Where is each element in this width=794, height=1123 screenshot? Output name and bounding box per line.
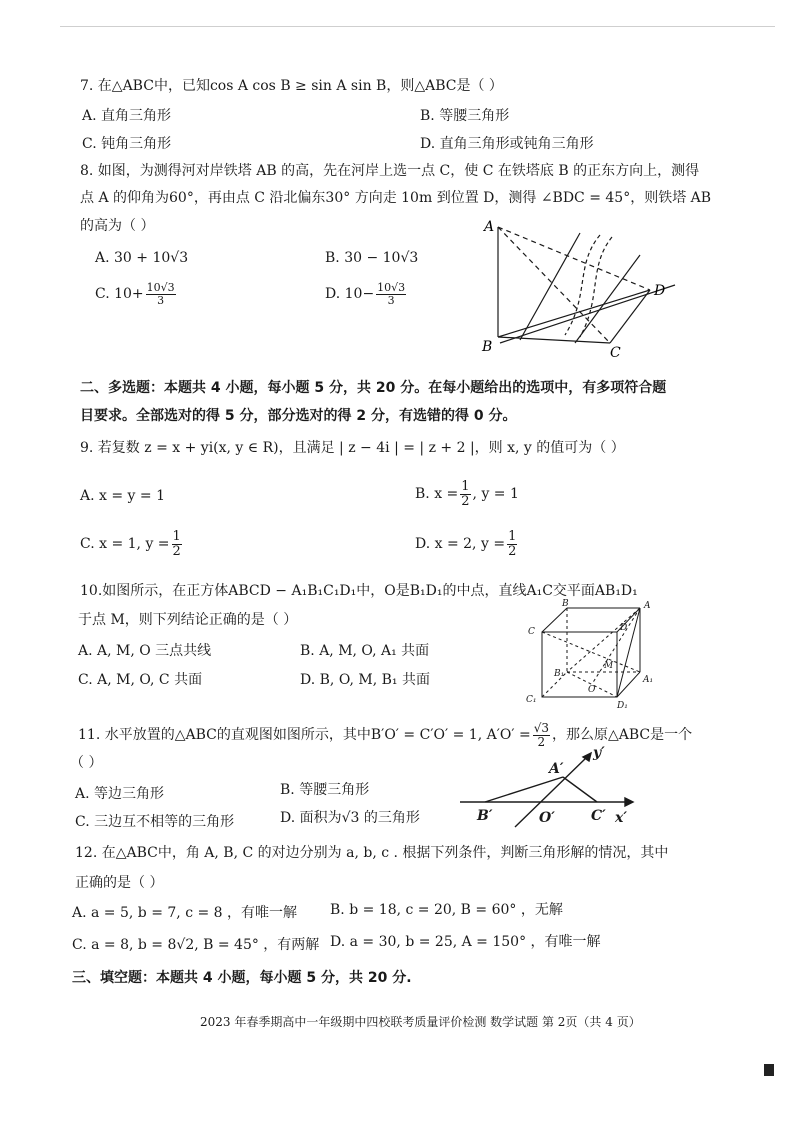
q9-option-b-suffix: , y = 1	[472, 486, 519, 503]
q8-tower-figure	[480, 215, 680, 360]
x-axis-arrow	[625, 798, 633, 806]
fraction-numerator: 1	[461, 479, 470, 494]
figure-label-c: C	[610, 345, 621, 361]
cube-label-d: D	[620, 623, 628, 633]
q12-option-c: C. a = 8, b = 8√2, B = 45° ，有两解	[72, 937, 320, 953]
q10-line-1: 10.如图所示，在正方体ABCD − A₁B₁C₁D₁中，O是B₁D₁的中点，直线A₁C交平面AB₁D₁	[80, 583, 638, 599]
cube-label-a1: A₁	[643, 675, 654, 685]
q8-option-d-prefix: D. 10−	[325, 286, 375, 303]
section-2-heading-line-2: 目要求。全部选对的得 5 分，部分选对的得 2 分，有选错的得 0 分。	[80, 408, 517, 424]
q9-option-d-fraction	[507, 530, 517, 558]
q8-line-2: 点 A 的仰角为60°，再由点 C 沿北偏东30° 方向走 10m 到位置 D，测得 ∠BDC = 45°，则铁塔 AB	[80, 190, 712, 206]
q9-option-d	[415, 530, 519, 558]
cube-label-a: A	[644, 601, 651, 611]
fraction-denominator: 3	[387, 293, 395, 307]
line-cd	[610, 290, 650, 343]
q8-option-c-prefix: C. 10+	[95, 286, 144, 303]
q9-option-c-prefix: C. x = 1, y =	[80, 536, 170, 553]
fraction-denominator: 2	[172, 543, 181, 559]
q9-option-d-prefix: D. x = 2, y =	[415, 536, 506, 553]
figure-label-a: A	[484, 219, 495, 235]
sightline-ad	[498, 227, 650, 290]
fraction-numerator: 10√3	[377, 281, 406, 294]
scan-top-edge	[60, 26, 775, 27]
fraction-denominator: 2	[508, 543, 517, 559]
figure-label-b: B	[482, 339, 493, 355]
scan-corner-mark	[764, 1064, 774, 1076]
cube-label-d1: D₁	[617, 701, 628, 711]
cube-label-m: M	[604, 661, 614, 671]
q8-option-b: B. 30 − 10√3	[325, 250, 419, 266]
q11-stem-suffix: ，那么原△ABC是一个	[552, 727, 693, 744]
q7-option-a: A. 直角三角形	[82, 108, 172, 124]
line-bd	[498, 290, 650, 337]
page-footer: 2023 年春季期高中一年级期中四校联考质量评价检测 数学试题 第 2页（共 4 页）	[200, 1015, 641, 1029]
fraction-numerator: 1	[172, 529, 181, 544]
figure-label-c-prime: C′	[591, 808, 606, 824]
fraction-denominator: 3	[157, 293, 165, 307]
q11-line-2: （ ）	[70, 755, 103, 771]
figure-label-y-prime: y′	[593, 745, 605, 761]
q9-option-b-fraction	[460, 480, 470, 508]
q8-option-c	[95, 282, 178, 306]
q12-option-a: A. a = 5, b = 7, c = 8 ，有唯一解	[72, 905, 298, 921]
q9-stem: 9. 若复数 z = x + yi(x, y ∈ R)，且满足 | z − 4i | = | z + 2 |，则 x, y 的值可为（ ）	[80, 440, 625, 456]
q9-option-b	[415, 480, 519, 508]
figure-label-b-prime: B′	[477, 808, 493, 824]
q9-option-a: A. x = y = 1	[80, 488, 165, 504]
q12-line-2: 正确的是（ ）	[75, 875, 164, 891]
river-curve-2	[580, 237, 612, 337]
q10-cube-figure	[522, 600, 657, 710]
cube-label-b1: B₁	[554, 669, 565, 679]
line-a-o	[592, 608, 640, 684]
q10-line-2: 于点 M，则下列结论正确的是（ ）	[78, 612, 298, 628]
q11-option-b: B. 等腰三角形	[280, 782, 370, 798]
triangle-side-ac	[563, 777, 597, 802]
q11-option-c: C. 三边互不相等的三角形	[75, 814, 235, 830]
cube-label-c: C	[528, 627, 535, 637]
figure-label-o-prime: O′	[539, 810, 555, 826]
q7-option-c: C. 钝角三角形	[82, 136, 172, 152]
diagonal-a-d1	[617, 608, 640, 697]
q10-option-d: D. B, O, M, B₁ 共面	[300, 672, 430, 688]
q7-stem: 7. 在△ABC中，已知cos A cos B ≥ sin A sin B，则△ABC是（ ）	[80, 78, 503, 94]
q7-option-d: D. 直角三角形或钝角三角形	[420, 136, 594, 152]
fraction-denominator: 2	[537, 734, 546, 749]
q7-option-b: B. 等腰三角形	[420, 108, 510, 124]
section-2-heading-line-1: 二、多选题：本题共 4 小题，每小题 5 分，共 20 分。在每小题给出的选项中，有多项符合题	[80, 380, 667, 396]
q8-option-d	[325, 282, 408, 306]
q9-option-b-prefix: B. x =	[415, 486, 459, 503]
q8-option-d-fraction	[376, 282, 406, 306]
q8-line-3: 的高为（ ）	[80, 218, 155, 234]
q10-option-a: A. A, M, O 三点共线	[78, 643, 212, 659]
figure-label-a-prime: A′	[549, 761, 564, 777]
q11-stem-prefix: 11. 水平放置的△ABC的直观图如图所示，其中B′O′ = C′O′ = 1, A′O′ =	[78, 727, 531, 744]
q10-option-c: C. A, M, O, C 共面	[78, 672, 203, 688]
q8-line-1: 8. 如图，为测得河对岸铁塔 AB 的高，先在河岸上选一点 C，使 C 在铁塔底 B 的正东方向上，测得	[80, 163, 700, 179]
q8-option-c-fraction	[146, 282, 176, 306]
q11-option-a: A. 等边三角形	[75, 786, 165, 802]
cube-label-b: B	[562, 599, 569, 609]
section-3-heading: 三、填空题：本题共 4 小题，每小题 5 分，共 20 分.	[72, 970, 412, 986]
q10-option-b: B. A, M, O, A₁ 共面	[300, 643, 430, 659]
figure-label-d: D	[654, 283, 666, 299]
q12-line-1: 12. 在△ABC中，角 A, B, C 的对边分别为 a, b, c . 根据下列条件，判断三角形解的情况，其中	[75, 845, 669, 861]
cube-label-o: O	[588, 685, 596, 695]
q8-option-a: A. 30 + 10√3	[95, 250, 189, 266]
q11-option-d: D. 面积为√3 的三角形	[280, 810, 420, 826]
q9-option-c	[80, 530, 184, 558]
q9-option-c-fraction	[172, 530, 182, 558]
fraction-numerator: 10√3	[146, 281, 175, 294]
fraction-numerator: √3	[533, 721, 549, 735]
cube-top-left-edge	[542, 608, 567, 632]
river-bank-far	[500, 285, 675, 343]
fraction-numerator: 1	[508, 529, 517, 544]
cube-label-c1: C₁	[526, 695, 537, 705]
q11-oblique-triangle-figure	[455, 745, 655, 835]
figure-label-x-prime: x′	[615, 810, 628, 826]
q12-option-d: D. a = 30, b = 25, A = 150° ，有唯一解	[330, 934, 601, 950]
q12-option-b: B. b = 18, c = 20, B = 60° ，无解	[330, 902, 563, 918]
triangle-side-ab	[485, 777, 563, 802]
fraction-denominator: 2	[461, 493, 470, 509]
